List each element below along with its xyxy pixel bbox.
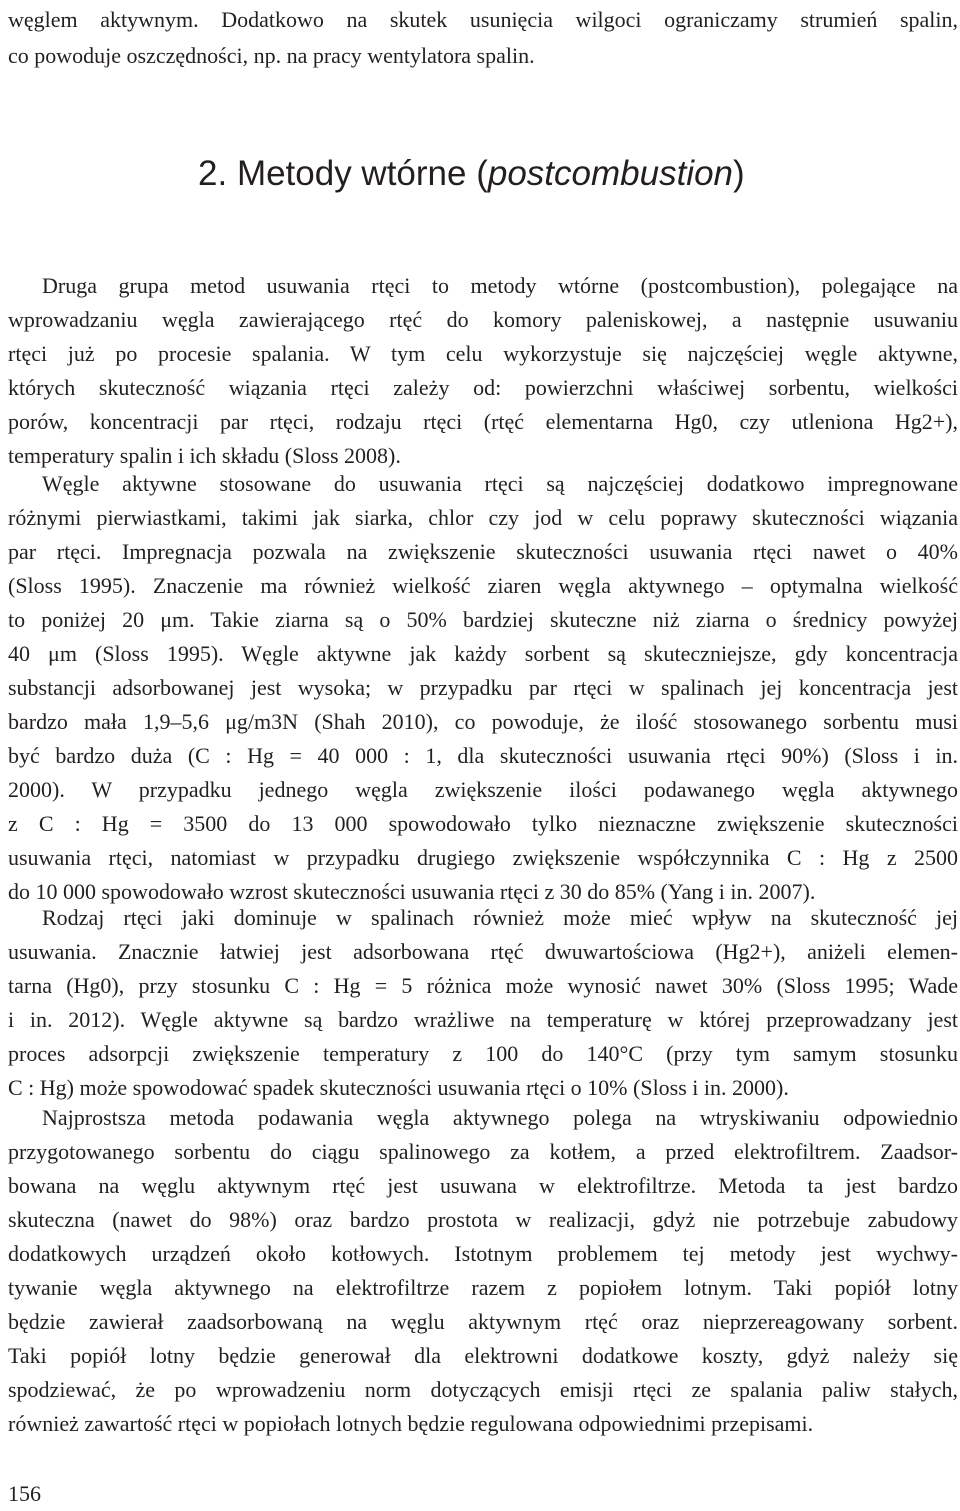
paragraph-line: Taki popiół lotny będzie generował dla elektrowni dodatkowe koszty, gdyż należy się [8,1343,958,1368]
paragraph-line: bowana na węglu aktywnym rtęć jest usuwana w elektrofiltrze. Metoda ta jest bardzo [8,1173,958,1198]
section-number: 2. [198,154,228,193]
paragraph-line: do 10 000 spowodowało wzrost skuteczności usuwania rtęci z 30 do 85% (Yang i in. 2007). [8,879,816,904]
section-heading [198,152,745,196]
intro-line: węglem aktywnym. Dodatkowo na skutek usunięcia wilgoci ograniczamy strumień spalin, [8,7,958,32]
paragraph-line: być bardzo duża (C : Hg = 40 000 : 1, dla skuteczności usuwania rtęci 90%) (Sloss i in. [8,743,958,768]
paragraph-line: skuteczna (nawet do 98%) oraz bardzo prostota w realizacji, gdyż nie potrzebuje zabudowy [8,1207,958,1232]
paragraph-line: Węgle aktywne stosowane do usuwania rtęci są najczęściej dodatkowo impregnowane [42,471,958,496]
paragraph-line: usuwania rtęci, natomiast w przypadku drugiego zwiększenie współczynnika C : Hg z 2500 [8,845,958,870]
intro-line: co powoduje oszczędności, np. na pracy wentylatora spalin. [8,43,535,68]
paragraph-line: substancji adsorbowanej jest wysoka; w przypadku par rtęci w spalinach jej koncentracja jest [8,675,958,700]
paragraph-line: usuwania. Znacznie łatwiej jest adsorbowana rtęć dwuwartościowa (Hg2+), aniżeli elemen- [8,939,958,964]
paragraph-line: również zawartość rtęci w popiołach lotnych będzie regulowana odpowiednimi przepisami. [8,1411,814,1436]
paragraph-line: temperatury spalin i ich składu (Sloss 2008). [8,443,401,468]
paragraph-line: 2000). W przypadku jednego węgla zwiększenie ilości podawanego węgla aktywnego [8,777,958,802]
paragraph-line: tywanie węgla aktywnego na elektrofiltrze razem z popiołem lotnym. Taki popiół lotny [8,1275,958,1300]
paragraph-line: będzie zawierał zaadsorbowaną na węglu aktywnym rtęć oraz nieprzereagowany sorbent. [8,1309,958,1334]
paragraph-line: rtęci już po procesie spalania. W tym celu wykorzystuje się najczęściej węgle aktywne, [8,341,958,366]
paragraph-line: Najprostsza metoda podawania węgla aktywnego polega na wtryskiwaniu odpowiednio [42,1105,958,1130]
paragraph-line: to poniżej 20 μm. Takie ziarna są o 50% bardziej skuteczne niż ziarna o średnicy powyżej [8,607,958,632]
paragraph-line: spodziewać, że po wprowadzeniu norm dotyczących emisji rtęci ze spalania paliw stałych, [8,1377,958,1402]
paragraph-line: dodatkowych urządzeń około kotłowych. Istotnym problemem tej metody jest wychwy- [8,1241,958,1266]
paragraph-line: par rtęci. Impregnacja pozwala na zwiększenie skuteczności usuwania rtęci nawet o 40% [8,539,958,564]
paragraph-line: różnymi pierwiastkami, takimi jak siarka, chlor czy jod w celu poprawy skuteczności wiązania [8,505,958,530]
section-title-close: ) [733,154,745,193]
paragraph-line: C : Hg) może spowodować spadek skuteczności usuwania rtęci o 10% (Sloss i in. 2000). [8,1075,789,1100]
paragraph-line: wprowadzaniu węgla zawierającego rtęć do komory paleniskowej, a następnie usuwaniu [8,307,958,332]
section-title-italic: postcombustion [487,154,734,193]
paragraph-line: i in. 2012). Węgle aktywne są bardzo wrażliwe na temperaturę w której przeprowadzany jest [8,1007,958,1032]
paragraph-line: tarna (Hg0), przy stosunku C : Hg = 5 różnica może wynosić nawet 30% (Sloss 1995; Wade [8,973,958,998]
paragraph-line: 40 μm (Sloss 1995). Węgle aktywne jak każdy sorbent są skuteczniejsze, gdy koncentracja [8,641,958,666]
paragraph-line: bardzo mała 1,9–5,6 μg/m3N (Shah 2010), co powoduje, że ilość stosowanego sorbentu musi [8,709,958,734]
paragraph-line: porów, koncentracji par rtęci, rodzaju rtęci (rtęć elementarna Hg0, czy utleniona Hg2+), [8,409,958,434]
paragraph-line: z C : Hg = 3500 do 13 000 spowodowało tylko nieznaczne zwiększenie skuteczności [8,811,958,836]
paragraph-line: Druga grupa metod usuwania rtęci to metody wtórne (postcombustion), polegające na [42,273,958,298]
paragraph-line: których skuteczność wiązania rtęci zależy od: powierzchni właściwej sorbentu, wielkości [8,375,958,400]
paragraph-line: (Sloss 1995). Znaczenie ma również wielkość ziaren węgla aktywnego – optymalna wielkość [8,573,958,598]
paragraph-line: przygotowanego sorbentu do ciągu spalinowego za kotłem, a przed elektrofiltrem. Zaadsor- [8,1139,958,1164]
page-number: 156 [8,1481,41,1506]
section-title-main: Metody wtórne ( [236,154,488,193]
paragraph-line: Rodzaj rtęci jaki dominuje w spalinach również może mieć wpływ na skuteczność jej [42,905,958,930]
paragraph-line: proces adsorpcji zwiększenie temperatury z 100 do 140°C (przy tym samym stosunku [8,1041,958,1066]
